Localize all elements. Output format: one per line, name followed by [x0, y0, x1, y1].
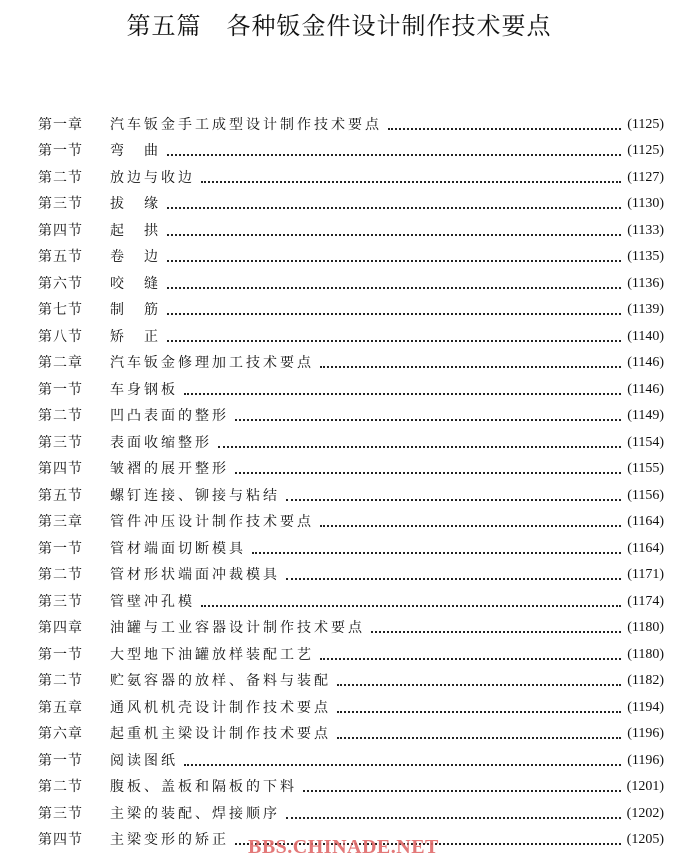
page-title: 第五篇 各种钣金件设计制作技术要点: [126, 12, 552, 40]
toc-dot-leader: [337, 684, 621, 686]
toc-entry-heading: 油罐与工业容器设计制作技术要点: [110, 620, 365, 636]
toc-entry-label: 第二节: [38, 169, 83, 186]
toc-entry-heading: 螺钉连接、铆接与粘结: [110, 487, 280, 504]
toc-dot-leader: [167, 207, 621, 209]
toc-dot-leader: [320, 658, 621, 660]
toc-entry-heading: 表面收缩整形: [110, 434, 212, 451]
toc-dot-leader: [286, 817, 621, 819]
toc-entry-heading: 放边与收边: [110, 169, 195, 186]
toc-entry-label: 第一节: [38, 381, 83, 398]
toc-entry-page: (1180): [627, 620, 664, 635]
toc-entry-page: (1149): [627, 408, 664, 423]
toc-dot-leader: [286, 499, 621, 501]
toc-entry-page: (1127): [627, 169, 664, 185]
toc-entry-heading: 腹板、盖板和隔板的下料: [110, 779, 297, 795]
toc-entry-heading: 管材形状端面冲裁模具: [110, 567, 280, 583]
toc-dot-leader: [371, 631, 621, 633]
toc-dot-leader: [167, 287, 621, 289]
toc-entry-heading: 起重机主梁设计制作技术要点: [110, 726, 331, 742]
toc-entry[interactable]: [38, 372, 664, 399]
toc-entry-label: 第四节: [38, 222, 83, 239]
toc-entry-heading: 凹凸表面的整形: [110, 408, 229, 424]
toc-entry[interactable]: [38, 531, 664, 558]
toc-dot-leader: [337, 711, 621, 713]
toc-dot-leader: [286, 578, 621, 580]
toc-dot-leader: [167, 234, 621, 236]
toc-entry-heading: 管件冲压设计制作技术要点: [110, 514, 314, 530]
toc-entry-page: (1164): [627, 540, 664, 556]
toc-entry-label: 第一节: [38, 143, 83, 159]
toc-entry-heading: 起 拱: [110, 222, 161, 239]
toc-entry-page: (1154): [627, 434, 664, 450]
toc-entry-heading: 主梁的装配、焊接顺序: [110, 805, 280, 822]
toc-entry-label: 第一节: [38, 646, 83, 663]
toc-entry[interactable]: [38, 266, 664, 293]
toc-entry-label: 第二章: [38, 355, 83, 371]
toc-entry-label: 第三节: [38, 196, 83, 212]
toc-entry-page: (1174): [627, 593, 664, 609]
toc-entry-label: 第三节: [38, 434, 83, 451]
toc-entry[interactable]: [38, 319, 664, 346]
toc-entry-label: 第二节: [38, 408, 83, 424]
toc-dot-leader: [201, 605, 621, 607]
toc-entry-heading: 管壁冲孔模: [110, 593, 195, 610]
toc-entry-heading: 卷 边: [110, 249, 161, 265]
toc-dot-leader: [235, 419, 621, 421]
toc-dot-leader: [303, 790, 621, 792]
toc-entry-page: (1133): [627, 222, 664, 238]
toc-dot-leader: [320, 525, 621, 527]
toc-entry-page: (1130): [627, 196, 664, 211]
toc-entry-page: (1194): [627, 699, 664, 715]
toc-entry[interactable]: [38, 770, 664, 797]
toc-entry-label: 第二节: [38, 779, 83, 795]
toc-entry-label: 第四章: [38, 620, 83, 636]
toc-entry[interactable]: [38, 611, 664, 638]
toc-entry-heading: 贮氨容器的放样、备料与装配: [110, 673, 331, 689]
toc-entry-label: 第七节: [38, 302, 83, 318]
toc-entry-heading: 弯 曲: [110, 143, 161, 159]
toc-entry-label: 第三节: [38, 593, 83, 610]
toc-dot-leader: [184, 393, 621, 395]
toc-dot-leader: [320, 366, 621, 368]
toc-entry-page: (1180): [627, 646, 664, 662]
toc-entry-heading: 主梁变形的矫正: [110, 832, 229, 848]
toc-dot-leader: [252, 552, 621, 554]
toc-entry[interactable]: [38, 107, 664, 134]
toc-dot-leader: [184, 764, 621, 766]
toc-entry-label: 第四节: [38, 832, 83, 848]
toc-entry-page: (1201): [626, 779, 664, 794]
toc-dot-leader: [167, 340, 621, 342]
toc-entry-page: (1125): [627, 116, 664, 132]
toc-entry-label: 第四节: [38, 461, 83, 477]
toc-dot-leader: [167, 260, 621, 262]
toc-entry-label: 第五章: [38, 699, 83, 716]
toc-entry-heading: 制 筋: [110, 302, 161, 318]
toc-entry[interactable]: [38, 690, 664, 717]
toc-entry-label: 第一节: [38, 540, 83, 557]
toc-entry-page: (1125): [627, 143, 664, 158]
toc-entry-page: (1171): [627, 567, 664, 582]
toc-entry-page: (1182): [627, 673, 664, 688]
toc-entry-label: 第一节: [38, 752, 83, 769]
toc-entry-label: 第五节: [38, 249, 83, 265]
toc-entry-page: (1196): [627, 752, 664, 768]
toc-entry[interactable]: [38, 425, 664, 452]
toc-entry-label: 第三节: [38, 805, 83, 822]
toc-entry-page: (1202): [626, 805, 664, 821]
toc-dot-leader: [218, 446, 621, 448]
toc-entry-heading: 咬 缝: [110, 275, 161, 292]
toc-entry[interactable]: [38, 743, 664, 770]
toc-entry[interactable]: [38, 160, 664, 187]
toc-entry-heading: 汽车钣金手工成型设计制作技术要点: [110, 116, 382, 133]
toc-dot-leader: [201, 181, 621, 183]
toc-entry-heading: 管材端面切断模具: [110, 540, 246, 557]
toc-entry-page: (1155): [627, 461, 664, 476]
toc-entry[interactable]: [38, 240, 664, 267]
toc-entry[interactable]: [38, 584, 664, 611]
toc-entry-label: 第五节: [38, 487, 83, 504]
toc-entry[interactable]: [38, 399, 664, 426]
toc-entry-page: (1135): [627, 249, 664, 264]
toc-entry-page: (1196): [627, 726, 664, 741]
toc-entry-label: 第六章: [38, 726, 83, 742]
toc-entry[interactable]: [38, 478, 664, 505]
toc-dot-leader: [167, 154, 621, 156]
toc-entry[interactable]: [38, 717, 664, 744]
toc-entry[interactable]: [38, 213, 664, 240]
watermark: BBS.CHINADE.NET: [248, 836, 439, 858]
toc-dot-leader: [235, 472, 621, 474]
toc-entry-heading: 拔 缘: [110, 196, 161, 212]
toc-entry-heading: 矫 正: [110, 328, 161, 345]
toc-dot-leader: [337, 737, 621, 739]
toc-entry-heading: 阅读图纸: [110, 752, 178, 769]
toc-entry-label: 第八节: [38, 328, 83, 345]
toc-entry-heading: 汽车钣金修理加工技术要点: [110, 355, 314, 371]
toc-entry-page: (1139): [627, 302, 664, 317]
toc-entry-page: (1146): [627, 355, 664, 370]
toc-dot-leader: [167, 313, 621, 315]
toc-entry-heading: 大型地下油罐放样装配工艺: [110, 646, 314, 663]
toc-entry[interactable]: [38, 796, 664, 823]
toc-entry-page: (1146): [627, 381, 664, 397]
toc-entry-label: 第六节: [38, 275, 83, 292]
toc-entry-heading: 通风机机壳设计制作技术要点: [110, 699, 331, 716]
toc-entry[interactable]: [38, 134, 664, 161]
toc-entry[interactable]: [38, 187, 664, 214]
table-of-contents: [38, 107, 664, 849]
toc-entry[interactable]: [38, 452, 664, 479]
toc-entry-page: (1164): [627, 514, 664, 529]
toc-entry[interactable]: [38, 637, 664, 664]
toc-entry[interactable]: [38, 664, 664, 691]
toc-entry-page: (1136): [627, 275, 664, 291]
toc-entry-page: (1156): [627, 487, 664, 503]
toc-entry[interactable]: [38, 293, 664, 320]
toc-entry[interactable]: [38, 505, 664, 532]
toc-entry-heading: 车身钢板: [110, 381, 178, 398]
toc-entry-label: 第三章: [38, 514, 83, 530]
toc-entry-page: (1205): [626, 832, 664, 847]
toc-entry-label: 第一章: [38, 116, 83, 133]
toc-entry-heading: 皱褶的展开整形: [110, 461, 229, 477]
toc-entry-page: (1140): [627, 328, 664, 344]
toc-entry[interactable]: [38, 558, 664, 585]
toc-dot-leader: [388, 128, 621, 130]
toc-entry-label: 第二节: [38, 567, 83, 583]
toc-entry[interactable]: [38, 346, 664, 373]
toc-entry-label: 第二节: [38, 673, 83, 689]
